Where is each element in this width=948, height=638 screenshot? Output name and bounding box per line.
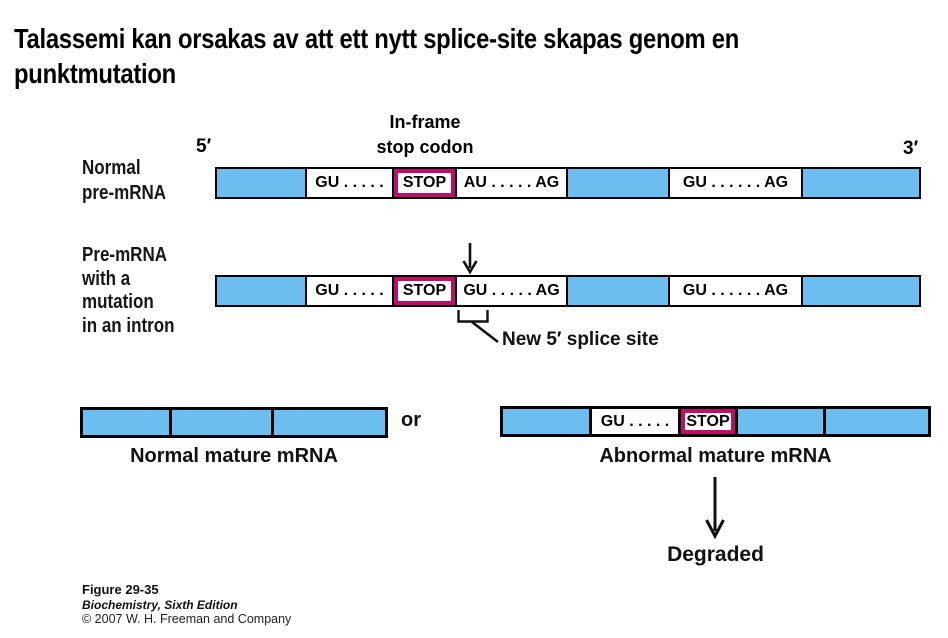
intron1-end-segment: [455, 167, 569, 199]
intron1-start-text: GU . . . . .: [315, 282, 384, 299]
mutation-arrow-head: [464, 261, 477, 272]
intron2-text: GU . . . . . . AG: [682, 282, 789, 299]
exon-segment: [215, 167, 307, 199]
new-splice-site-label: New 5′ splice site: [502, 329, 659, 350]
copyright-line: © 2007 W. H. Freeman and Company: [82, 612, 292, 626]
abnormal-mature-mrna-bar: [500, 406, 931, 437]
stop-codon-box: [678, 406, 738, 437]
exon-segment: [566, 167, 670, 199]
three-prime-label: 3′: [903, 138, 919, 159]
normal-pre-mrna-label-line1: Normal: [82, 157, 141, 179]
intron2-segment: [668, 167, 804, 199]
exon-segment: [169, 407, 274, 438]
retained-intron-text: GU . . . . .: [600, 412, 670, 430]
stop-codon-text: STOP: [686, 412, 730, 430]
normal-pre-mrna-bar: [215, 167, 921, 199]
retained-intron-segment: [589, 406, 681, 437]
exon-segment: [823, 406, 931, 437]
exon-segment: [566, 275, 670, 307]
mutated-label-line2: with a: [82, 267, 131, 290]
exon-segment: [500, 406, 592, 437]
stop-codon-box: [392, 275, 457, 307]
inframe-annotation-line1: In-frame: [389, 112, 461, 132]
inframe-annotation-line2: stop codon: [376, 137, 474, 157]
mutated-label-line4: in an intron: [82, 314, 175, 337]
splice-site-bracket: [459, 310, 488, 322]
normal-mature-mrna-label: Normal mature mRNA: [130, 445, 338, 467]
intron2-text: GU . . . . . . AG: [682, 174, 789, 191]
inframe-stop-codon-annotation: [347, 110, 503, 160]
mutated-label-line1: Pre-mRNA: [82, 244, 168, 266]
intron1-start-text: GU . . . . .: [315, 174, 384, 191]
figure-title: [14, 21, 739, 91]
new-intron-text: GU . . . . . AG: [463, 282, 560, 299]
mutated-pre-mrna-label: [82, 244, 175, 338]
normal-pre-mrna-label: [82, 156, 166, 206]
exon-segment: [801, 275, 921, 307]
exon-segment: [801, 167, 921, 199]
exon-segment: [735, 406, 826, 437]
intron1-start-segment: [305, 275, 395, 307]
mutated-pre-mrna-bar: [215, 275, 921, 307]
figure-title-line2: punktmutation: [14, 58, 176, 89]
degraded-label: Degraded: [667, 543, 764, 566]
exon-segment: [271, 407, 388, 438]
figure-number: Figure 29-35: [82, 582, 159, 597]
stop-codon-text: STOP: [398, 173, 451, 193]
book-title: Biochemistry, Sixth Edition: [82, 597, 238, 612]
intron2-segment: [668, 275, 804, 307]
degraded-arrow-head: [707, 520, 724, 536]
stop-codon-text: STOP: [398, 281, 451, 301]
or-label: or: [401, 409, 421, 431]
five-prime-label: 5′: [196, 136, 212, 157]
splice-site-pointer-line: [472, 322, 498, 342]
mutated-label-line3: mutation: [82, 291, 154, 313]
figure-credit: [82, 583, 291, 627]
normal-pre-mrna-label-line2: pre-mRNA: [82, 182, 167, 204]
normal-mature-mrna-bar: [80, 407, 388, 438]
exon-segment: [80, 407, 172, 438]
intron1-end-text: AU . . . . . AG: [463, 174, 560, 191]
figure-title-line1: Talassemi kan orsakas av att ett nytt splice-site skapas genom en: [14, 23, 740, 54]
intron1-start-segment: [305, 167, 395, 199]
stop-codon-box: [392, 167, 457, 199]
abnormal-mature-mrna-label: Abnormal mature mRNA: [599, 445, 832, 467]
exon-segment: [215, 275, 307, 307]
new-intron-segment: [455, 275, 569, 307]
